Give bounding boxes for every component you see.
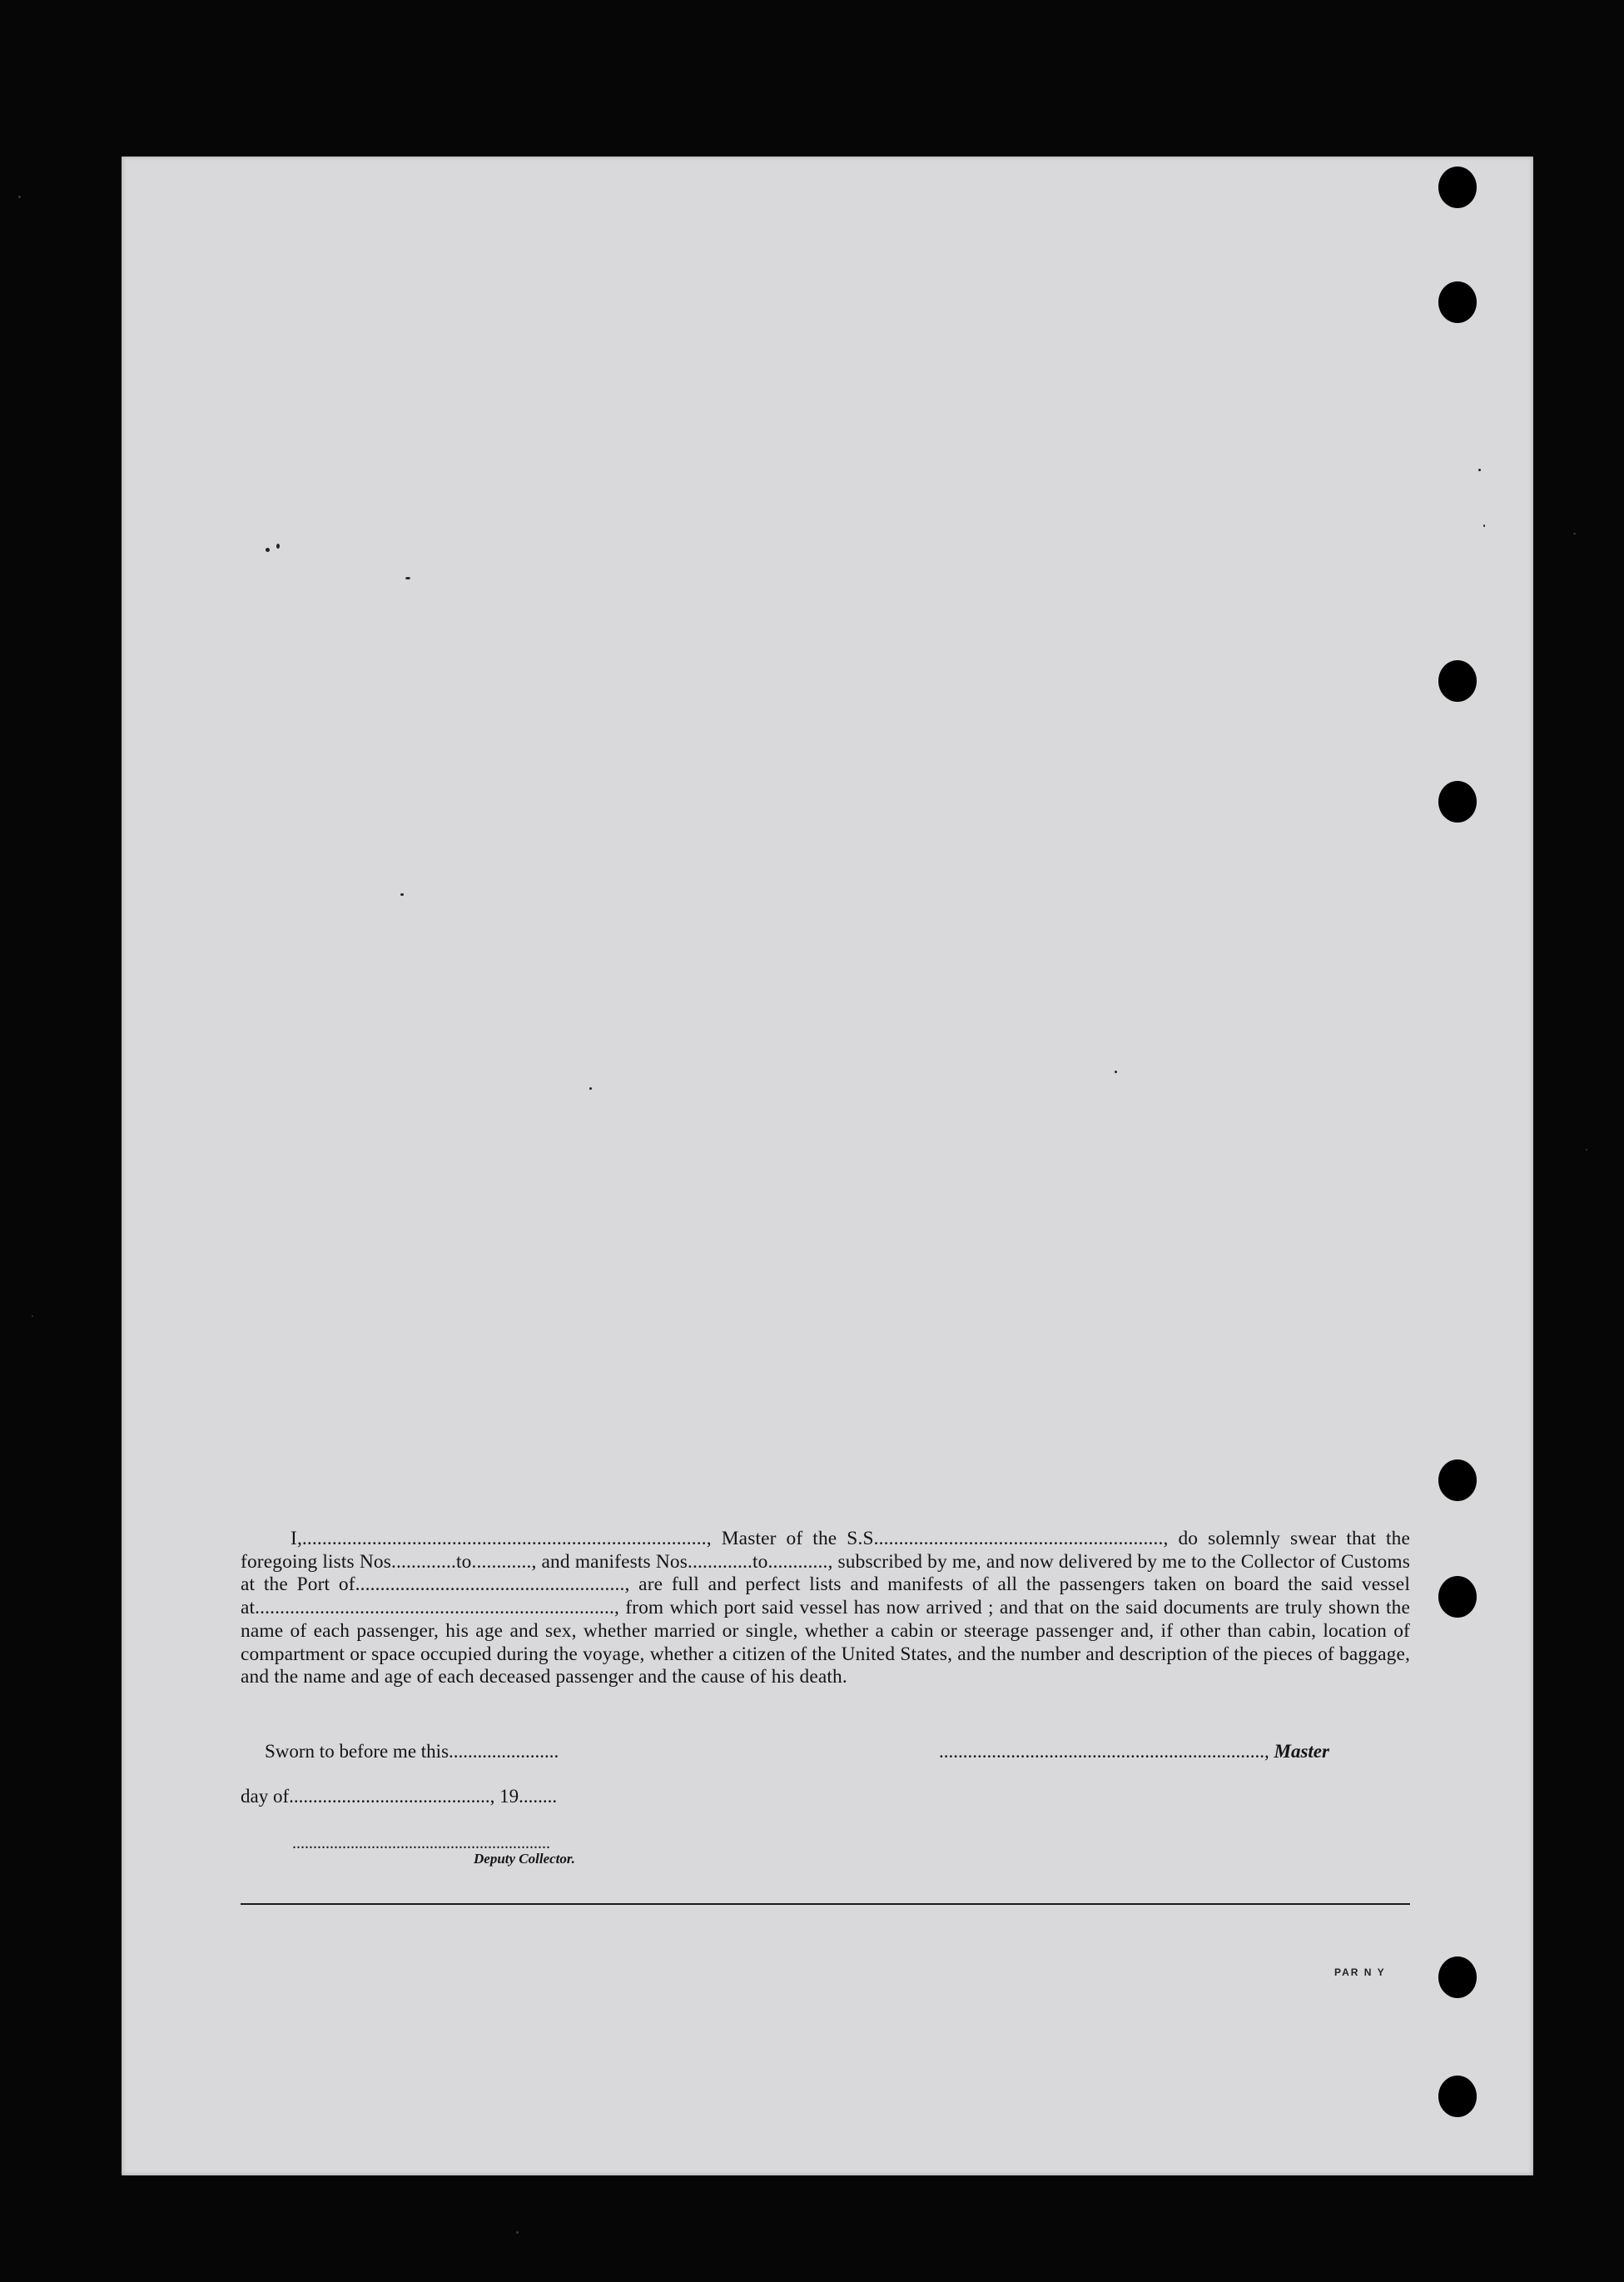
punch-hole bbox=[1438, 1459, 1477, 1501]
punch-hole bbox=[1438, 781, 1477, 823]
form-page bbox=[122, 157, 1533, 2175]
dust-mark bbox=[1115, 1071, 1117, 1073]
dust-mark bbox=[1483, 525, 1485, 527]
sworn-line: Sworn to before me this....................... bbox=[265, 1741, 559, 1762]
dust-mark bbox=[276, 544, 280, 549]
dust-mark bbox=[589, 1087, 592, 1090]
master-signature-dots: ...................................................................., bbox=[939, 1741, 1269, 1762]
master-title: Master bbox=[1274, 1741, 1329, 1762]
scan-speck bbox=[516, 2231, 519, 2234]
scan-speck bbox=[18, 196, 21, 198]
punch-hole bbox=[1438, 660, 1477, 702]
day-of-line[interactable]: day of.........................................., 19........ bbox=[241, 1786, 558, 1807]
punch-hole bbox=[1438, 167, 1477, 208]
dust-mark bbox=[1478, 469, 1481, 471]
dust-mark bbox=[405, 577, 410, 579]
dust-mark bbox=[400, 893, 404, 896]
scan-speck bbox=[1586, 1149, 1587, 1151]
punch-hole bbox=[1438, 281, 1477, 323]
printer-mark: PAR N Y bbox=[1334, 1966, 1386, 1978]
scan-speck bbox=[32, 1315, 33, 1317]
scan-speck bbox=[1573, 533, 1576, 534]
punch-hole bbox=[1438, 2076, 1477, 2117]
punch-hole bbox=[1438, 1956, 1477, 1998]
punch-hole bbox=[1438, 1576, 1477, 1618]
master-signature-line[interactable] bbox=[939, 1741, 1329, 1762]
deputy-signature-line[interactable]: .............................................................. bbox=[292, 1834, 550, 1852]
master-oath-paragraph: I,................................................................................., Master of the S.S.........................................................., do solemnly swear that the foregoing lists Nos.............to............, and manifests Nos.............to............, subscribed by me, and now delivered by me to the Collector of Customs at the Port of......................................................, are full and perfect lists and manifests of all the passengers taken on board the said vessel at........................................................................, from which port said vessel has now arrived ; and that on the said documents are truly shown the name of each passenger, his age and sex, whether married or single, whether a cabin or steerage passenger and, if other than cabin, location of compartment or space occupied during the voyage, whether a citizen of the United States, and the number and description of the pieces of baggage, and the name and age of each deceased passenger and the cause of his death. bbox=[241, 1528, 1410, 1688]
footer-rule bbox=[241, 1903, 1410, 1905]
deputy-collector-label: Deputy Collector. bbox=[474, 1851, 575, 1867]
dust-mark bbox=[266, 548, 270, 552]
